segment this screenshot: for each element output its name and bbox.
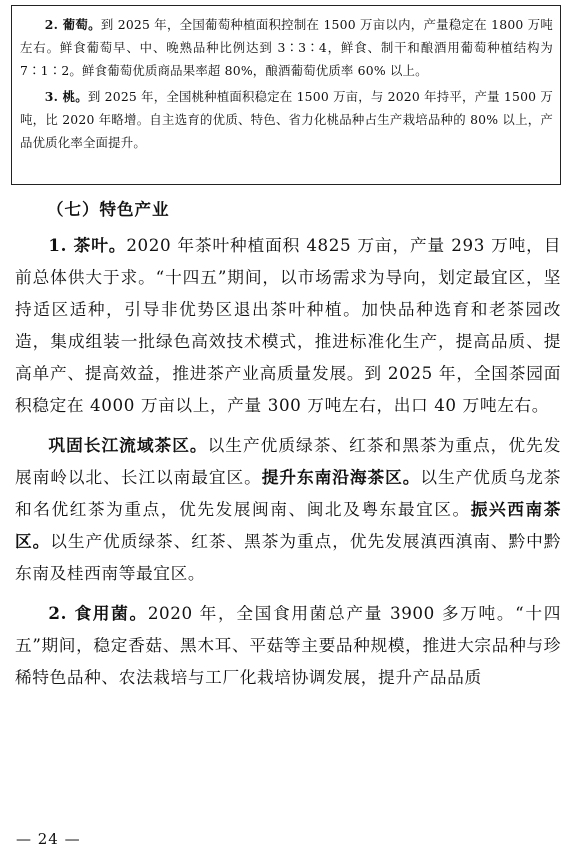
main-body <box>15 229 561 693</box>
peach-paragraph <box>20 85 553 154</box>
fungi-text: 2020 年，全国食用菌总产量 3900 多万吨。“十四五”期间，稳定香菇、黑木耳、平菇等主要品种规模，推进大宗品种与珍稀特色品种、农法栽培与工厂化栽培协调发展，提升产品品质 <box>15 603 561 687</box>
southwest-zone-label: 振兴西南茶区。 <box>15 499 562 551</box>
yangtze-zone-text: 以生产优质绿茶、红茶和黑茶为重点，优先发展南岭以北、长江以南最宜区。 <box>15 435 562 487</box>
tea-paragraph <box>15 229 561 421</box>
section-heading: （七）特色产业 <box>47 200 170 219</box>
southeast-zone-text: 以生产优质乌龙茶和名优红茶为重点，优先发展闽南、闽北及粤东最宜区。 <box>15 467 561 519</box>
fungi-paragraph <box>15 597 561 693</box>
fungi-label: 2. 食用菌。 <box>48 603 148 623</box>
grape-peach-target-box <box>11 5 561 185</box>
tea-zones-paragraph <box>15 429 561 589</box>
tea-label: 1. 茶叶。 <box>48 235 127 255</box>
tea-text: 2020 年茶叶种植面积 4825 万亩，产量 293 万吨，目前总体供大于求。“十四五”期间，以市场需求为导向，划定最宜区，坚持适区适种，引导非优势区退出茶叶种植。加快品种选育和老茶园改造，集成组装一批绿色高效技术模式，推进标准化生产，提高品质、提高单产、提高效益，推进茶产业高质量发展。到 2025 年，全国茶园面积稳定在 4000 万亩以上，产量 300 万吨左右，出口 40 万吨左右。 <box>15 235 561 415</box>
page-number: — 24 — <box>16 830 81 848</box>
grape-paragraph <box>20 13 553 82</box>
southwest-zone-text: 以生产优质绿茶、红茶、黑茶为重点，优先发展滇西滇南、黔中黔东南及桂西南等最宜区。 <box>15 531 561 583</box>
yangtze-zone-label: 巩固长江流域茶区。 <box>48 435 208 455</box>
peach-label: 3. 桃。 <box>44 89 88 104</box>
grape-text: 到 2025 年，全国葡萄种植面积控制在 1500 万亩以内，产量稳定在 1800 万吨左右。鲜食葡萄早、中、晚熟品种比例达到 3∶3∶4，鲜食、制干和酿酒用葡萄种植结构为 7∶1∶2。鲜食葡萄优质商品果率超 80%，酿酒葡萄优质率 60% 以上。 <box>20 17 554 78</box>
peach-text: 到 2025 年，全国桃种植面积稳定在 1500 万亩，与 2020 年持平，产量 1500 万吨，比 2020 年略增。自主选育的优质、特色、省力化桃品种占生产栽培品种的 80% 以上，产品优质化率全面提升。 <box>20 89 554 150</box>
southeast-zone-label: 提升东南沿海茶区。 <box>261 467 421 487</box>
grape-label: 2. 葡萄。 <box>44 17 101 32</box>
